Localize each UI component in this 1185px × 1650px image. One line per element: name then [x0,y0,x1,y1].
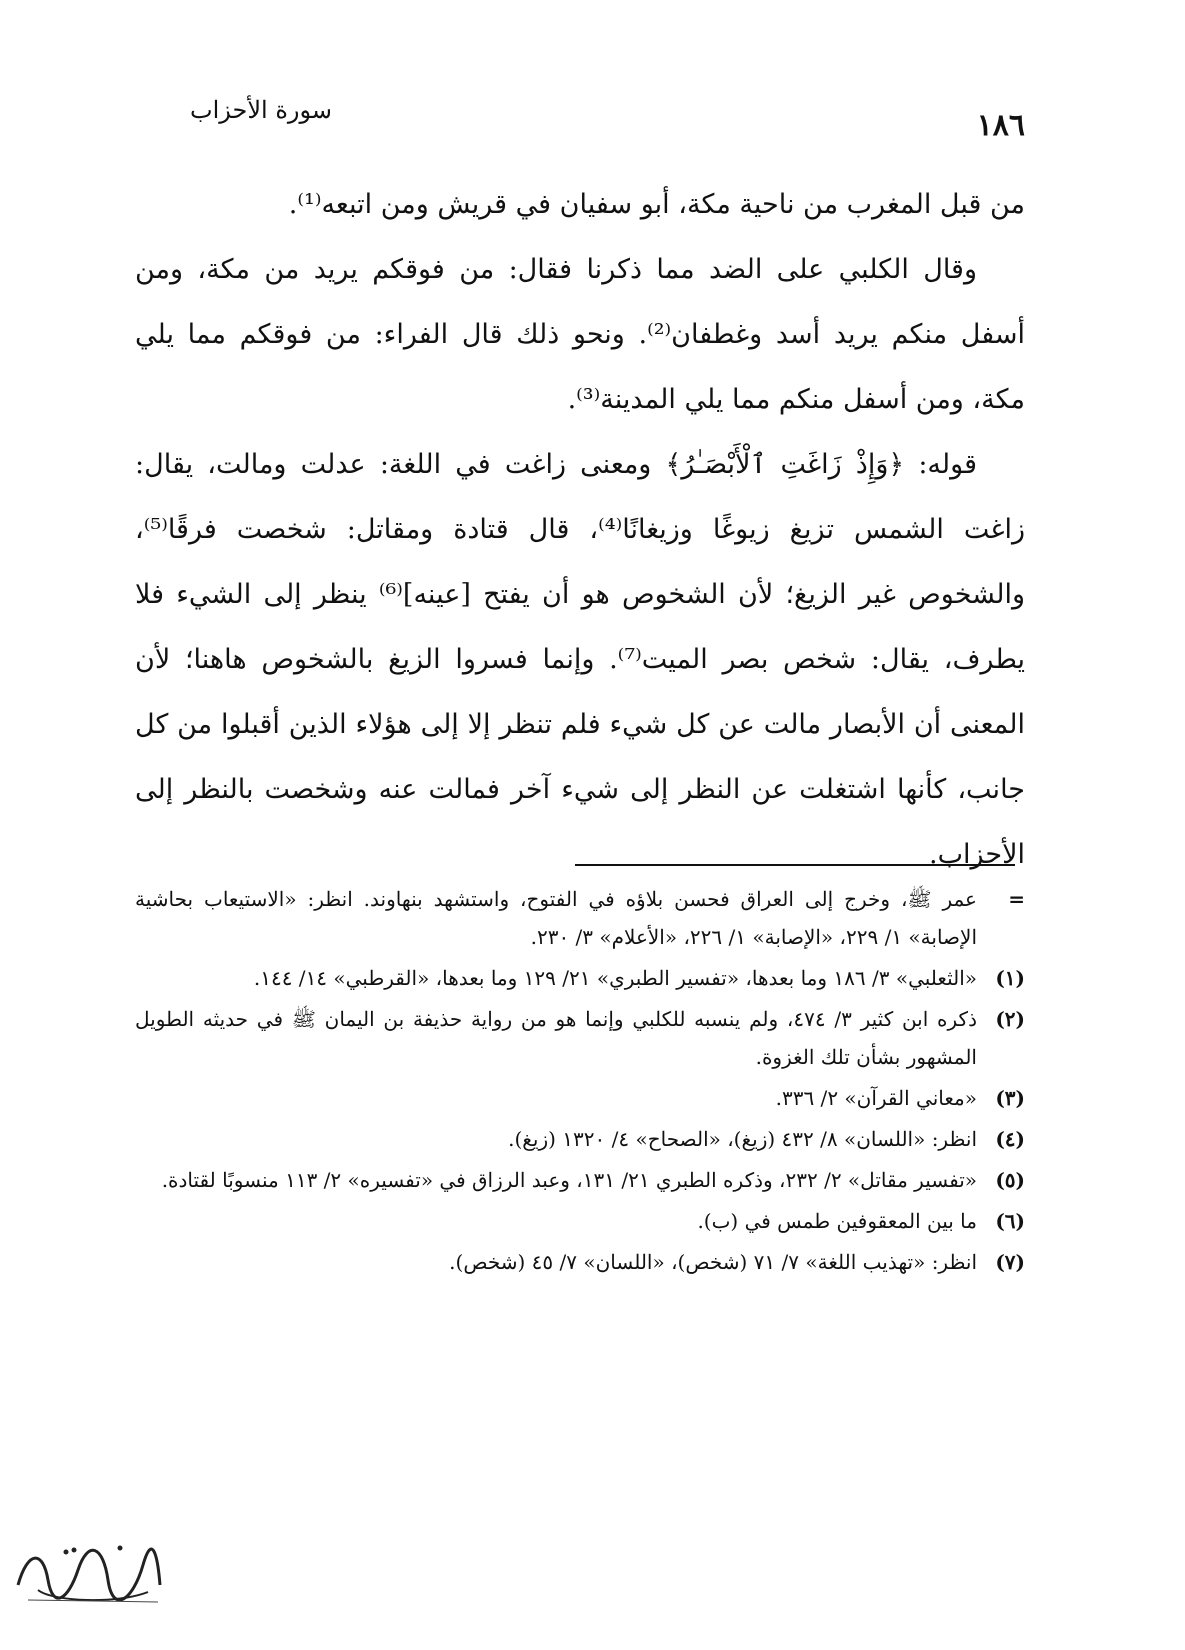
footnote-text: انظر: «تهذيب اللغة» ٧/ ٧١ (شخص)، «اللسان» ٧/ ٤٥ (شخص). [449,1250,977,1274]
footnote-text: «الثعلبي» ٣/ ١٨٦ وما بعدها، «تفسير الطبري» ٢١/ ١٢٩ وما بعدها، «القرطبي» ١٤/ ١٤٤. [253,966,977,990]
footnote-item [135,959,1025,997]
main-text [135,172,1025,887]
footnote-separator [575,864,1015,866]
footnote-text: انظر: «اللسان» ٨/ ٤٣٢ (زيغ)، «الصحاح» ٤/ ١٣٢٠ (زيغ). [508,1127,977,1151]
footnote-marker: = [1008,887,1025,911]
footnote-text: ذكره ابن كثير ٣/ ٤٧٤، ولم ينسبه للكلبي وإنما هو من رواية حذيفة بن اليمان ﷺ في حديثه الطويل المشهور بشأن تلك الغزوة. [135,1007,977,1069]
footnote-item [135,1120,1025,1158]
footnote-item [135,1202,1025,1240]
footnote-item [135,880,1025,956]
page-header [190,96,1025,146]
footnote-marker: (٣) [995,1086,1025,1110]
footnote-marker: (٧) [995,1250,1025,1274]
footnote-text: «تفسير مقاتل» ٢/ ٢٣٢، وذكره الطبري ٢١/ ١٣١، وعبد الرزاق في «تفسيره» ٢/ ١١٣ منسوبًا لقتادة. [161,1168,977,1192]
footnote-marker: (٥) [995,1168,1025,1192]
footnote-marker: (٤) [995,1127,1025,1151]
body-paragraph: من قبل المغرب من ناحية مكة، أبو سفيان في قريش ومن اتبعه⁽¹⁾. [288,189,1025,220]
body-paragraph: قوله: ﴿وَإِذْ زَاغَتِ ٱلْأَبْصَـٰرُ﴾ ومعنى زاغت في اللغة: عدلت ومالت، يقال: زاغت الشمس تزيغ زيوغًا وزيغانًا⁽⁴⁾، قال قتادة ومقاتل: شخصت فرقًا⁽⁵⁾، والشخوص غير الزيغ؛ لأن الشخوص هو أن يفتح [عينه]⁽⁶⁾ ينظر إلى الشيء فلا يطرف، يقال: شخص بصر الميت⁽⁷⁾. وإنما فسروا الزيغ بالشخوص هاهنا؛ لأن المعنى أن الأبصار مالت عن كل شيء فلم تنظر إلا إلى هؤلاء الذين أقبلوا من كل جانب، كأنها اشتغلت عن النظر إلى شيء آخر فمالت عنه وشخصت بالنظر إلى الأحزاب. [135,449,1025,870]
body-paragraph: وقال الكلبي على الضد مما ذكرنا فقال: من فوقكم يريد من مكة، ومن أسفل منكم يريد أسد وغطفان⁽²⁾. ونحو ذلك قال الفراء: من فوقكم مما يلي مكة، ومن أسفل منكم مما يلي المدينة⁽³⁾. [135,254,1025,415]
footnote-text: عمر ﷺ، وخرج إلى العراق فحسن بلاؤه في الفتوح، واستشهد بنهاوند. انظر: «الاستيعاب بحاشية الإصابة» ١/ ٢٢٩، «الإصابة» ١/ ٢٢٦، «الأعلام» ٣/ ٢٣٠. [135,887,977,949]
footnote-text: «معاني القرآن» ٢/ ٣٣٦. [775,1086,977,1110]
footnote-marker: (٢) [995,1007,1025,1031]
footnote-item [135,1243,1025,1281]
footnote-marker: (١) [995,966,1025,990]
footnote-text: ما بين المعقوفين طمس في (ب). [697,1209,977,1233]
footnote-item [135,1079,1025,1117]
footnote-item [135,1000,1025,1076]
footnote-marker: (٦) [995,1209,1025,1233]
footnotes [135,880,1025,1284]
calligraphy-stamp-logo [8,1530,168,1610]
running-title: سورة الأحزاب [190,96,332,124]
footnote-item [135,1161,1025,1199]
page-number: ١٨٦ [976,108,1025,143]
